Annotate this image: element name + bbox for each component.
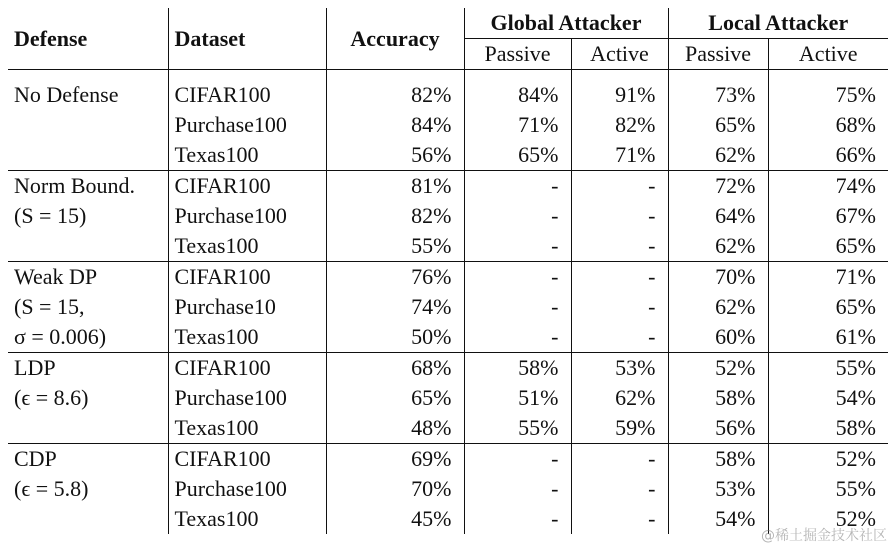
header-dataset: Dataset bbox=[168, 8, 326, 70]
table-row bbox=[8, 140, 888, 171]
accuracy-cell: 55% bbox=[326, 231, 464, 262]
global-passive-cell: - bbox=[464, 444, 571, 475]
table-row bbox=[8, 383, 888, 413]
defense-cell: Norm Bound. bbox=[14, 173, 135, 198]
local-passive-cell: 70% bbox=[668, 262, 768, 293]
table-header bbox=[8, 8, 888, 70]
global-active-cell: - bbox=[571, 474, 668, 504]
defense-cell bbox=[8, 504, 168, 534]
local-active-cell: 58% bbox=[768, 413, 888, 444]
global-passive-cell: 65% bbox=[464, 140, 571, 171]
table-row bbox=[8, 70, 888, 111]
accuracy-cell: 68% bbox=[326, 353, 464, 384]
local-active-cell: 55% bbox=[768, 353, 888, 384]
header-defense: Defense bbox=[8, 8, 168, 70]
defense-cell: Weak DP bbox=[14, 264, 98, 289]
table-row bbox=[8, 171, 888, 202]
table-row bbox=[8, 413, 888, 444]
local-passive-cell: 58% bbox=[668, 444, 768, 475]
table-row bbox=[8, 504, 888, 534]
defense-cell: (ϵ = 5.8) bbox=[14, 476, 89, 501]
global-active-cell: 62% bbox=[571, 383, 668, 413]
header-accuracy: Accuracy bbox=[326, 8, 464, 70]
local-passive-cell: 60% bbox=[668, 322, 768, 353]
local-passive-cell: 62% bbox=[668, 292, 768, 322]
global-passive-cell: - bbox=[464, 231, 571, 262]
dataset-cell: CIFAR100 bbox=[168, 70, 326, 111]
defense-cell: σ = 0.006) bbox=[8, 322, 168, 353]
dataset-cell: CIFAR100 bbox=[168, 262, 326, 293]
dataset-cell: Texas100 bbox=[168, 504, 326, 534]
defense-cell: CDP bbox=[14, 446, 57, 471]
global-active-cell: - bbox=[571, 322, 668, 353]
dataset-cell: Purchase10 bbox=[168, 292, 326, 322]
accuracy-cell: 74% bbox=[326, 292, 464, 322]
global-active-cell: - bbox=[571, 292, 668, 322]
local-passive-cell: 64% bbox=[668, 201, 768, 231]
global-active-cell: 53% bbox=[571, 353, 668, 384]
local-passive-cell: 65% bbox=[668, 110, 768, 140]
local-passive-cell: 56% bbox=[668, 413, 768, 444]
dataset-cell: Purchase100 bbox=[168, 110, 326, 140]
dataset-cell: Texas100 bbox=[168, 413, 326, 444]
global-active-cell: 71% bbox=[571, 140, 668, 171]
accuracy-cell: 76% bbox=[326, 262, 464, 293]
header-local-passive: Passive bbox=[668, 39, 768, 70]
global-passive-cell: - bbox=[464, 292, 571, 322]
local-active-cell: 52% bbox=[768, 444, 888, 475]
accuracy-cell: 50% bbox=[326, 322, 464, 353]
header-local-active: Active bbox=[768, 39, 888, 70]
local-active-cell: 68% bbox=[768, 110, 888, 140]
dataset-cell: Texas100 bbox=[168, 322, 326, 353]
accuracy-cell: 81% bbox=[326, 171, 464, 202]
defense-cell bbox=[8, 231, 168, 262]
table-row bbox=[8, 444, 888, 475]
global-active-cell: - bbox=[571, 171, 668, 202]
table-body bbox=[8, 70, 888, 535]
defense-cell: (ϵ = 8.6) bbox=[14, 385, 89, 410]
global-active-cell: - bbox=[571, 262, 668, 293]
local-active-cell: 74% bbox=[768, 171, 888, 202]
local-active-cell: 54% bbox=[768, 383, 888, 413]
global-passive-cell: 58% bbox=[464, 353, 571, 384]
global-passive-cell: - bbox=[464, 201, 571, 231]
local-passive-cell: 62% bbox=[668, 140, 768, 171]
global-passive-cell: 55% bbox=[464, 413, 571, 444]
local-passive-cell: 53% bbox=[668, 474, 768, 504]
defense-cell bbox=[8, 110, 168, 140]
accuracy-cell: 82% bbox=[326, 70, 464, 111]
global-active-cell: - bbox=[571, 504, 668, 534]
dataset-cell: Purchase100 bbox=[168, 474, 326, 504]
defense-cell bbox=[8, 413, 168, 444]
accuracy-cell: 56% bbox=[326, 140, 464, 171]
local-active-cell: 65% bbox=[768, 292, 888, 322]
table-row bbox=[8, 353, 888, 384]
local-active-cell: 61% bbox=[768, 322, 888, 353]
local-passive-cell: 54% bbox=[668, 504, 768, 534]
global-passive-cell: - bbox=[464, 171, 571, 202]
global-active-cell: - bbox=[571, 444, 668, 475]
global-passive-cell: - bbox=[464, 262, 571, 293]
table-row bbox=[8, 292, 888, 322]
dataset-cell: Texas100 bbox=[168, 140, 326, 171]
defense-cell: No Defense bbox=[14, 82, 119, 107]
header-global-passive: Passive bbox=[464, 39, 571, 70]
global-active-cell: - bbox=[571, 231, 668, 262]
dataset-cell: Texas100 bbox=[168, 231, 326, 262]
table-row bbox=[8, 110, 888, 140]
global-active-cell: 59% bbox=[571, 413, 668, 444]
global-passive-cell: 51% bbox=[464, 383, 571, 413]
accuracy-cell: 69% bbox=[326, 444, 464, 475]
local-passive-cell: 58% bbox=[668, 383, 768, 413]
table-row bbox=[8, 322, 888, 353]
dataset-cell: Purchase100 bbox=[168, 383, 326, 413]
local-active-cell: 67% bbox=[768, 201, 888, 231]
local-passive-cell: 62% bbox=[668, 231, 768, 262]
local-passive-cell: 73% bbox=[668, 70, 768, 111]
local-active-cell: 66% bbox=[768, 140, 888, 171]
global-passive-cell: 84% bbox=[464, 70, 571, 111]
global-active-cell: - bbox=[571, 201, 668, 231]
table-row bbox=[8, 262, 888, 293]
global-passive-cell: 71% bbox=[464, 110, 571, 140]
global-passive-cell: - bbox=[464, 474, 571, 504]
local-passive-cell: 72% bbox=[668, 171, 768, 202]
header-global-attacker: Global Attacker bbox=[464, 8, 668, 39]
local-active-cell: 65% bbox=[768, 231, 888, 262]
header-local-attacker: Local Attacker bbox=[668, 8, 888, 39]
watermark: @稀土掘金技术社区 bbox=[761, 528, 887, 544]
accuracy-cell: 84% bbox=[326, 110, 464, 140]
table-row bbox=[8, 474, 888, 504]
global-passive-cell: - bbox=[464, 504, 571, 534]
table-row bbox=[8, 201, 888, 231]
accuracy-cell: 45% bbox=[326, 504, 464, 534]
local-passive-cell: 52% bbox=[668, 353, 768, 384]
dataset-cell: Purchase100 bbox=[168, 201, 326, 231]
local-active-cell: 52% bbox=[768, 504, 888, 534]
global-passive-cell: - bbox=[464, 322, 571, 353]
global-active-cell: 82% bbox=[571, 110, 668, 140]
header-global-active: Active bbox=[571, 39, 668, 70]
accuracy-cell: 48% bbox=[326, 413, 464, 444]
defense-cell: (S = 15, bbox=[14, 294, 85, 319]
defense-results-table bbox=[8, 8, 888, 534]
defense-cell bbox=[8, 140, 168, 171]
local-active-cell: 71% bbox=[768, 262, 888, 293]
dataset-cell: CIFAR100 bbox=[168, 444, 326, 475]
table-row bbox=[8, 231, 888, 262]
accuracy-cell: 82% bbox=[326, 201, 464, 231]
accuracy-cell: 70% bbox=[326, 474, 464, 504]
defense-cell: (S = 15) bbox=[14, 203, 87, 228]
dataset-cell: CIFAR100 bbox=[168, 353, 326, 384]
dataset-cell: CIFAR100 bbox=[168, 171, 326, 202]
defense-cell: LDP bbox=[14, 355, 56, 380]
local-active-cell: 75% bbox=[768, 70, 888, 111]
local-active-cell: 55% bbox=[768, 474, 888, 504]
global-active-cell: 91% bbox=[571, 70, 668, 111]
accuracy-cell: 65% bbox=[326, 383, 464, 413]
